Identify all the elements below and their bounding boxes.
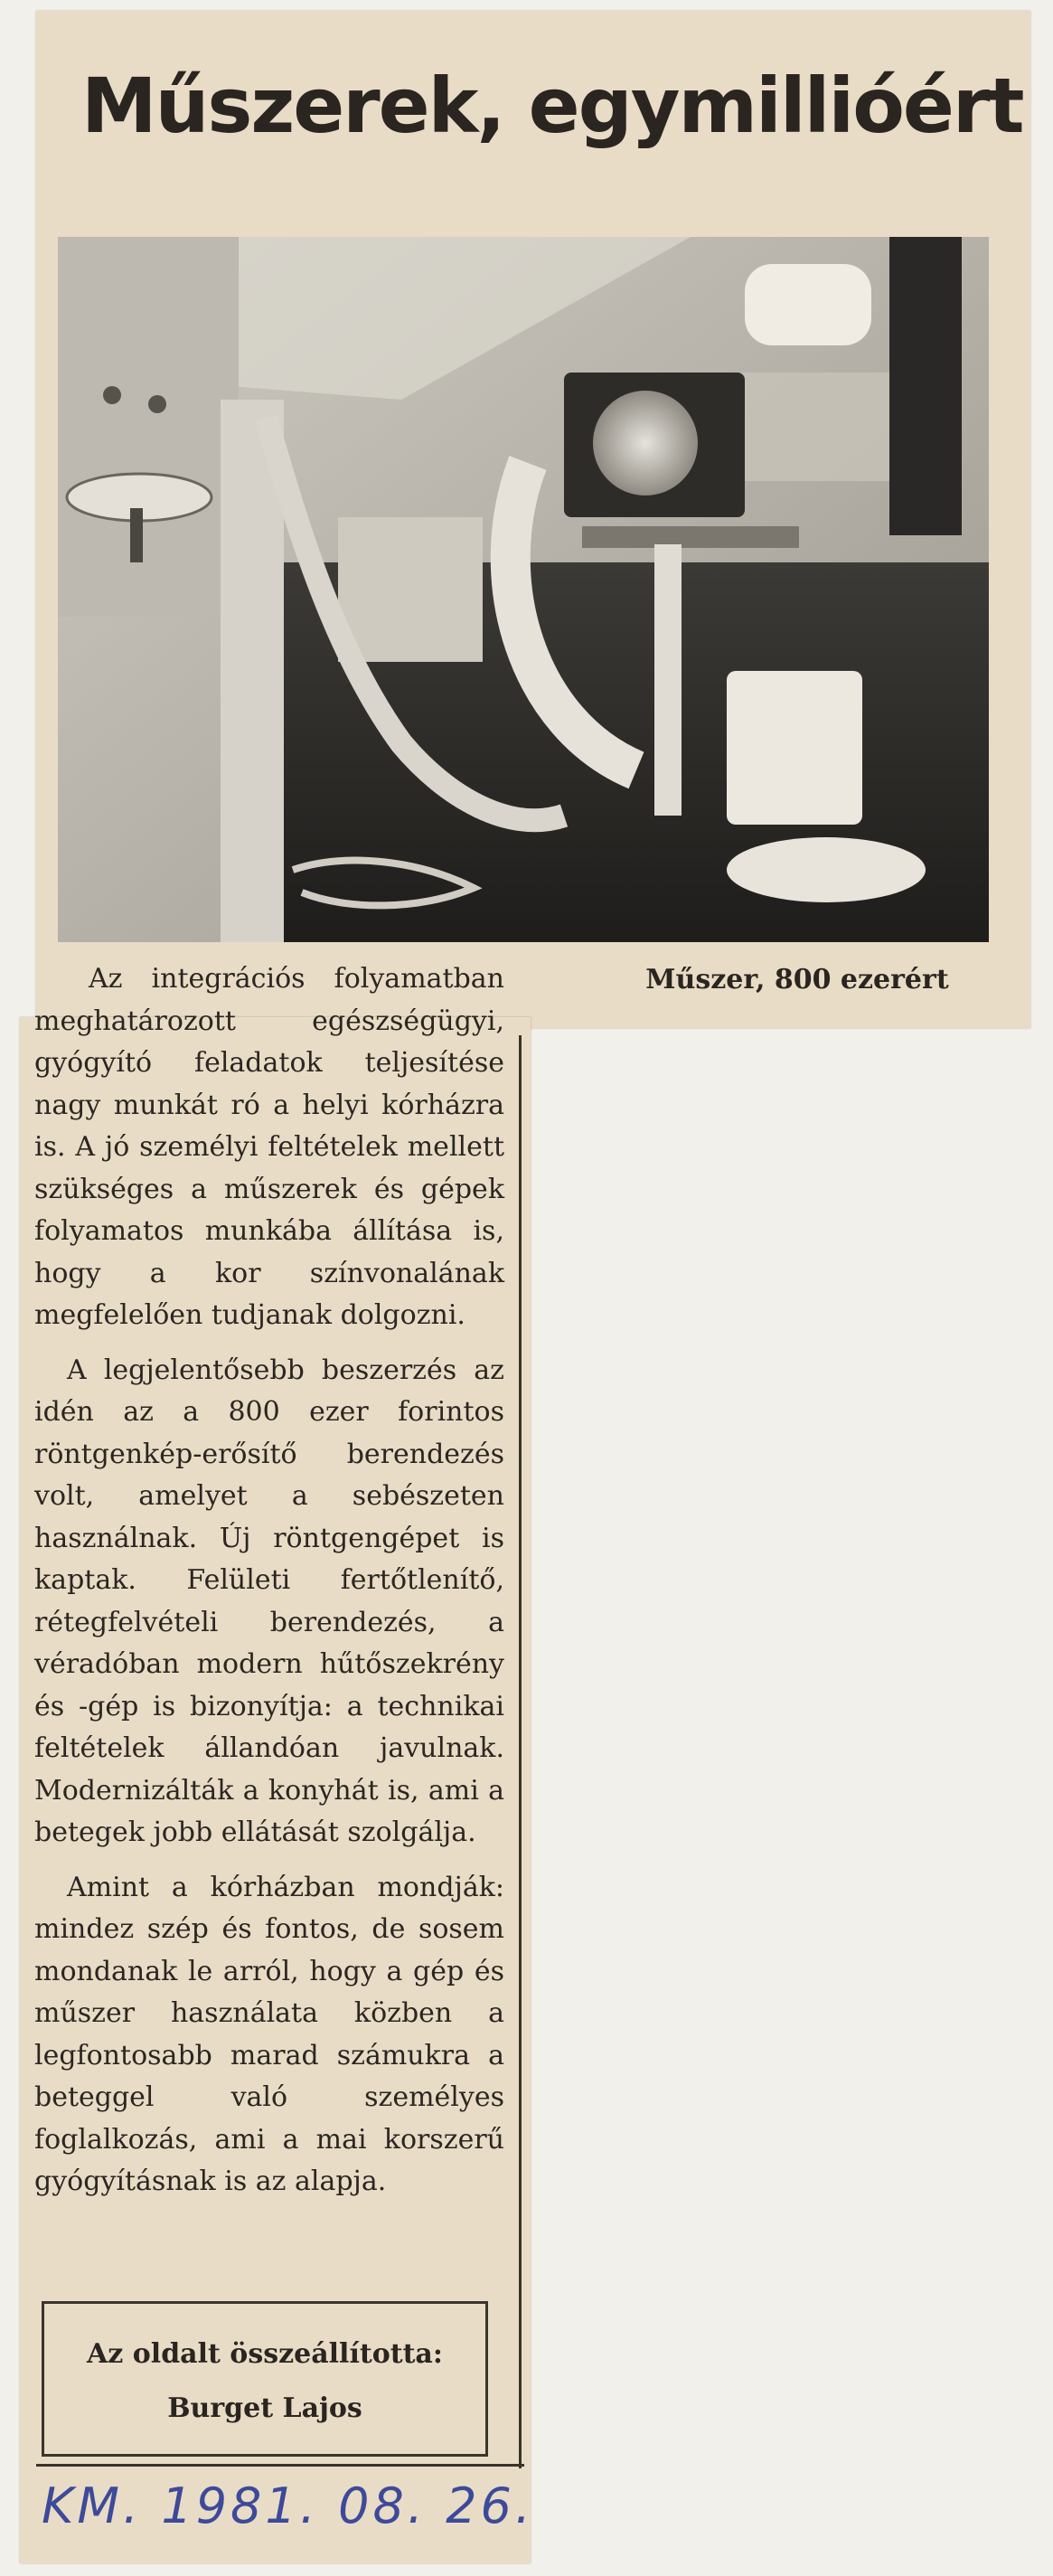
article-body [34, 958, 504, 2216]
headline: Műszerek, egymillióért [81, 61, 1023, 150]
credit-author: Burget Lajos [167, 2392, 362, 2424]
credit-box [42, 2301, 488, 2457]
paragraph-3: Amint a kórházban mondják: mindez szép és fontos, de sosem mondanak le arról, hogy a gép és műszer használata közben a legfontosabb marad számukra a beteggel való személyes foglalkozás, ami a mai korszerű gyógyításnak is az alapja. [34, 1871, 504, 2197]
column-rule-horizontal [36, 2464, 524, 2467]
credit-label: Az oldalt összeállította: [87, 2338, 443, 2370]
handwritten-date-note: KM. 1981. 08. 26. [42, 2477, 535, 2534]
photo-caption: Műszer, 800 ezerért [645, 964, 949, 995]
column-rule-vertical [519, 1035, 522, 2468]
paragraph-2: A legjelentősebb beszerzés az idén az a 800 ezer forintos röntgenkép-erősítő berendezés volt, amelyet a sebészeten használnak. Új röntgengépet is kaptak. Felületi fertőtlenítő, rétegfelvételi berendezés, a véradóban modern hűtőszekrény és -gép is bizonyítja: a technikai feltételek állandóan javulnak. Modernizálták a konyhát is, ami a betegek jobb ellátását szolgálja. [34, 1354, 504, 1848]
paragraph-1: Az integrációs folyamatban meghatározott egészségügyi, gyógyító feladatok teljesítése nagy munkát ró a helyi kórházra is. A jó személyi feltételek mellett szükséges a műszerek és gépek folyamatos munkába állítása is, hogy a kor színvonalának megfelelően tudjanak dolgozni. [34, 963, 504, 1331]
article-photo [58, 237, 989, 942]
